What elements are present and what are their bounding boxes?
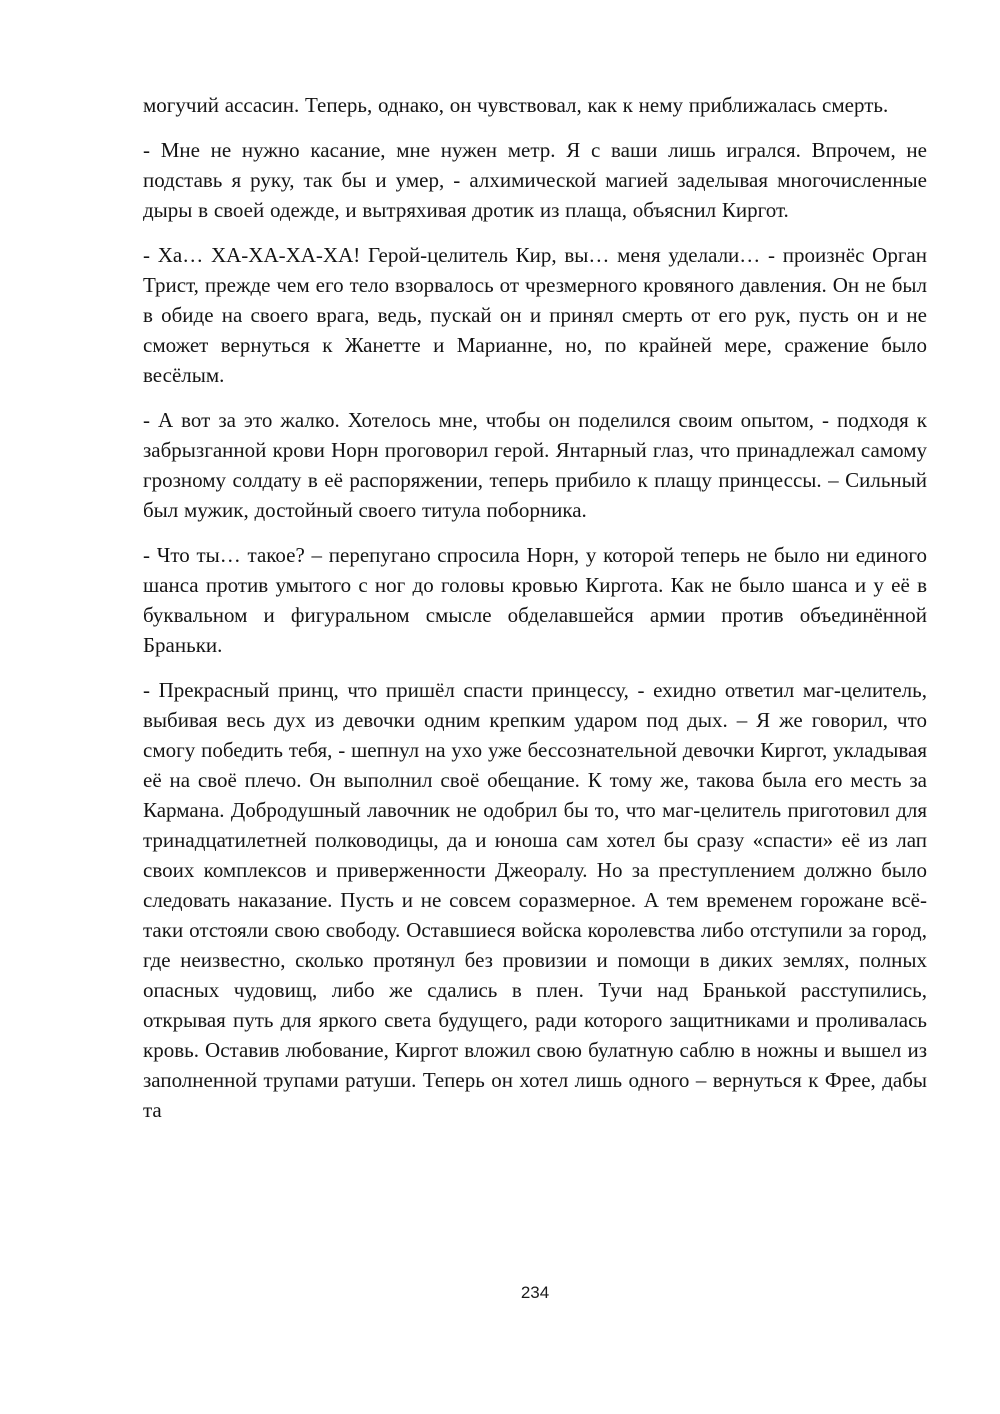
page-number: 234	[520, 1283, 550, 1302]
paragraph-3: - Ха… ХА-ХА-ХА-ХА! Герой-целитель Кир, вы… меня уделали… - произнёс Орган Трист, прежде чем его тело взорвалось от чрезмерного кровяного давления. Он не был в обиде на своего врага, ведь, пускай он и принял смерть от его рук, пусть он и не сможет вернуться к Жанетте и Марианне, но, по крайней мере, сражение было весёлым.	[143, 243, 927, 387]
page-text-block	[143, 90, 927, 1140]
paragraph-6: - Прекрасный принц, что пришёл спасти принцессу, - ехидно ответил маг-целитель, выбивая весь дух из девочки одним крепким ударом под дых. – Я же говорил, что смогу победить тебя, - шепнул на ухо уже бессознательной девочки Киргот, укладывая её на своё плечо. Он выполнил своё обещание. К тому же, такова была его месть за Кармана. Добродушный лавочник не одобрил бы то, что маг-целитель приготовил для тринадцатилетней полководицы, да и юноша сам хотел бы сразу «спасти» её из лап своих комплексов и приверженности Джеоралу. Но за преступлением должно было следовать наказание. Пусть и не совсем соразмерное. А тем временем горожане всё-таки отстояли свою свободу. Оставшиеся войска королевства либо отступили за город, где неизвестно, сколько протянул без провизии и помощи в диких землях, полных опасных чудовищ, либо же сдались в плен. Тучи над Бранькой расступились, открывая путь для яркого света будущего, ради которого защитниками и проливалась кровь. Оставив любование, Киргот вложил свою булатную саблю в ножны и вышел из заполненной трупами ратуши. Теперь он хотел лишь одного – вернуться к Фрее, дабы та	[143, 678, 927, 1122]
paragraph-4: - А вот за это жалко. Хотелось мне, чтобы он поделился своим опытом, - подходя к забрызганной крови Норн проговорил герой. Янтарный глаз, что принадлежал самому грозному солдату в её распоряжении, теперь прибило к плащу принцессы. – Сильный был мужик, достойный своего титула поборника.	[143, 408, 927, 522]
paragraph-2: - Мне не нужно касание, мне нужен метр. Я с ваши лишь игрался. Впрочем, не подставь я руку, так бы и умер, - алхимической магией заделывая многочисленные дыры в своей одежде, и вытряхивая дротик из плаща, объяснил Киргот.	[143, 138, 927, 222]
paragraph-5: - Что ты… такое? – перепугано спросила Норн, у которой теперь не было ни единого шанса против умытого с ног до головы кровью Киргота. Как не было шанса и у её в буквальном и фигуральном смысле обделавшейся армии против объединённой Браньки.	[143, 543, 927, 657]
paragraph-1: могучий ассасин. Теперь, однако, он чувствовал, как к нему приближалась смерть.	[143, 93, 889, 117]
